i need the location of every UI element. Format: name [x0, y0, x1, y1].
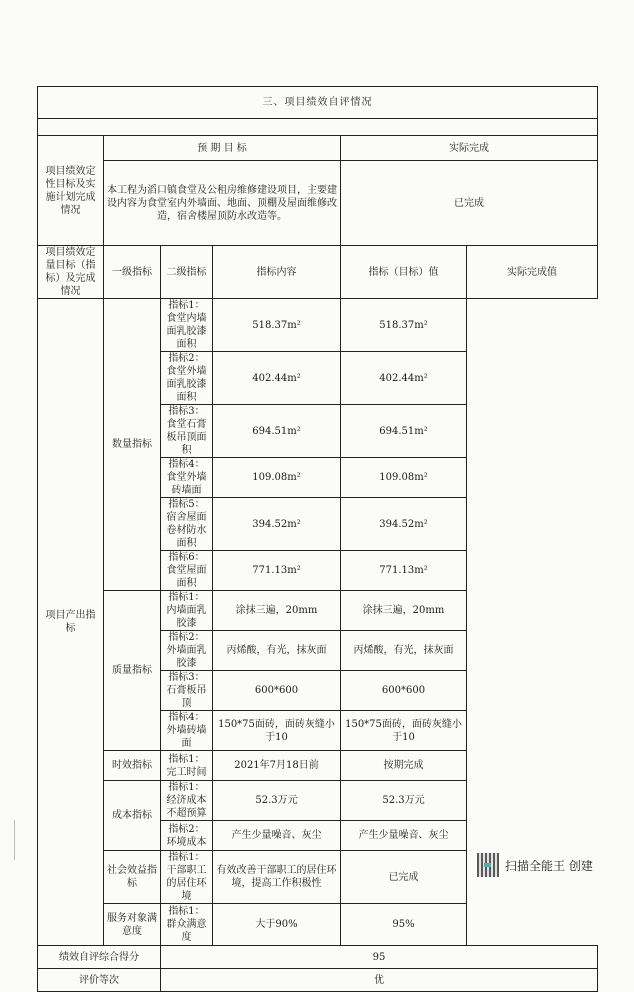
score-label: 绩效自评综合得分	[38, 946, 161, 969]
table-row	[38, 299, 598, 352]
grade-label: 评价等次	[38, 969, 161, 992]
header-level1: 一级指标	[104, 246, 161, 299]
indicator-content: 指标4：外墙砖墙面	[161, 711, 213, 751]
indicator-content: 指标5：宿舍屋面卷材防水面积	[161, 498, 213, 551]
watermark-text: 扫描全能王 创建	[505, 858, 593, 873]
indicator-target: 109.08m²	[213, 458, 341, 498]
level2-indicator: 成本指标	[104, 781, 161, 851]
actual-header: 实际完成	[341, 136, 598, 161]
indicator-actual: 694.51m²	[341, 405, 467, 458]
table-row	[38, 751, 598, 781]
indicator-actual: 394.52m²	[341, 498, 467, 551]
indicator-content: 指标2：外墙面乳胶漆	[161, 631, 213, 671]
indicator-target: 150*75面砖，面砖灰缝小于10	[213, 711, 341, 751]
indicator-content: 指标2：食堂外墙面乳胶漆面积	[161, 352, 213, 405]
qr-code-icon	[477, 853, 499, 877]
indicator-actual: 109.08m²	[341, 458, 467, 498]
indicator-actual: 按期完成	[341, 751, 467, 781]
level1-indicator: 项目产出指标	[38, 299, 104, 946]
indicator-content: 指标1：内墙面乳胶漆	[161, 591, 213, 631]
header-content: 指标内容	[213, 246, 341, 299]
indicator-content: 指标1：干部职工的居住环境	[161, 851, 213, 904]
indicator-actual: 150*75面砖，面砖灰缝小于10	[341, 711, 467, 751]
table-row	[38, 781, 598, 821]
score-value: 95	[161, 946, 598, 969]
level2-indicator: 数量指标	[104, 299, 161, 591]
indicator-target: 2021年7月18日前	[213, 751, 341, 781]
level2-indicator: 服务对象满意度	[104, 904, 161, 946]
indicator-actual: 52.3万元	[341, 781, 467, 821]
expected-header: 预 期 目 标	[104, 136, 341, 161]
indicator-actual: 518.37m²	[341, 299, 467, 352]
indicator-content: 指标2：环境成本	[161, 821, 213, 851]
indicator-content: 指标1：群众满意度	[161, 904, 213, 946]
indicator-actual: 402.44m²	[341, 352, 467, 405]
indicator-target: 394.52m²	[213, 498, 341, 551]
indicator-content: 指标1：经济成本不超预算	[161, 781, 213, 821]
indicator-actual: 涂抹三遍，20mm	[341, 591, 467, 631]
header-actual: 实际完成值	[467, 246, 598, 299]
table-row	[38, 591, 598, 631]
indicator-actual: 95%	[341, 904, 467, 946]
indicator-actual: 丙烯酸，有光，抹灰面	[341, 631, 467, 671]
indicator-actual: 600*600	[341, 671, 467, 711]
expected-text: 本工程为滔口镇食堂及公租房维修建设项目，主要建设内容为食堂室内外墙面、地面、顶棚及屋面维修改造，宿舍楼屋顶防水改造等。	[104, 161, 341, 246]
indicator-content: 指标6：食堂屋面面积	[161, 551, 213, 591]
indicator-target: 产生少量噪音、灰尘	[213, 821, 341, 851]
indicator-actual: 产生少量噪音、灰尘	[341, 821, 467, 851]
scanner-watermark	[477, 853, 593, 877]
indicator-actual: 771.13m²	[341, 551, 467, 591]
table-row	[38, 904, 598, 946]
qualitative-label: 项目绩效定性目标及实施计划完成情况	[38, 136, 104, 246]
indicator-target: 402.44m²	[213, 352, 341, 405]
indicator-content: 指标1：完工时间	[161, 751, 213, 781]
indicator-target: 丙烯酸，有光，抹灰面	[213, 631, 341, 671]
header-level2: 二级指标	[161, 246, 213, 299]
header-target: 指标（目标）值	[341, 246, 467, 299]
indicator-content: 指标3：石膏板吊顶	[161, 671, 213, 711]
indicator-content: 指标1：食堂内墙面乳胶漆面积	[161, 299, 213, 352]
indicator-content: 指标3：食堂石膏板吊顶面积	[161, 405, 213, 458]
indicator-target: 大于90%	[213, 904, 341, 946]
level2-indicator: 质量指标	[104, 591, 161, 751]
table-title: 三、项目绩效自评情况	[38, 87, 598, 119]
indicator-target: 694.51m²	[213, 405, 341, 458]
indicator-target: 52.3万元	[213, 781, 341, 821]
level2-indicator: 社会效益指标	[104, 851, 161, 904]
indicator-target: 有效改善干部职工的居住环境，提高工作积极性	[213, 851, 341, 904]
scan-edge-mark	[14, 820, 15, 860]
blank-row	[38, 119, 598, 136]
indicator-target: 600*600	[213, 671, 341, 711]
indicator-actual: 已完成	[341, 851, 467, 904]
quantitative-label: 项目绩效定量目标（指标）及完成情况	[38, 246, 104, 299]
indicator-target: 涂抹三遍，20mm	[213, 591, 341, 631]
actual-text: 已完成	[341, 161, 598, 246]
indicator-target: 771.13m²	[213, 551, 341, 591]
level2-indicator: 时效指标	[104, 751, 161, 781]
indicator-target: 518.37m²	[213, 299, 341, 352]
grade-value: 优	[161, 969, 598, 992]
indicator-content: 指标4：食堂外墙砖墙面	[161, 458, 213, 498]
